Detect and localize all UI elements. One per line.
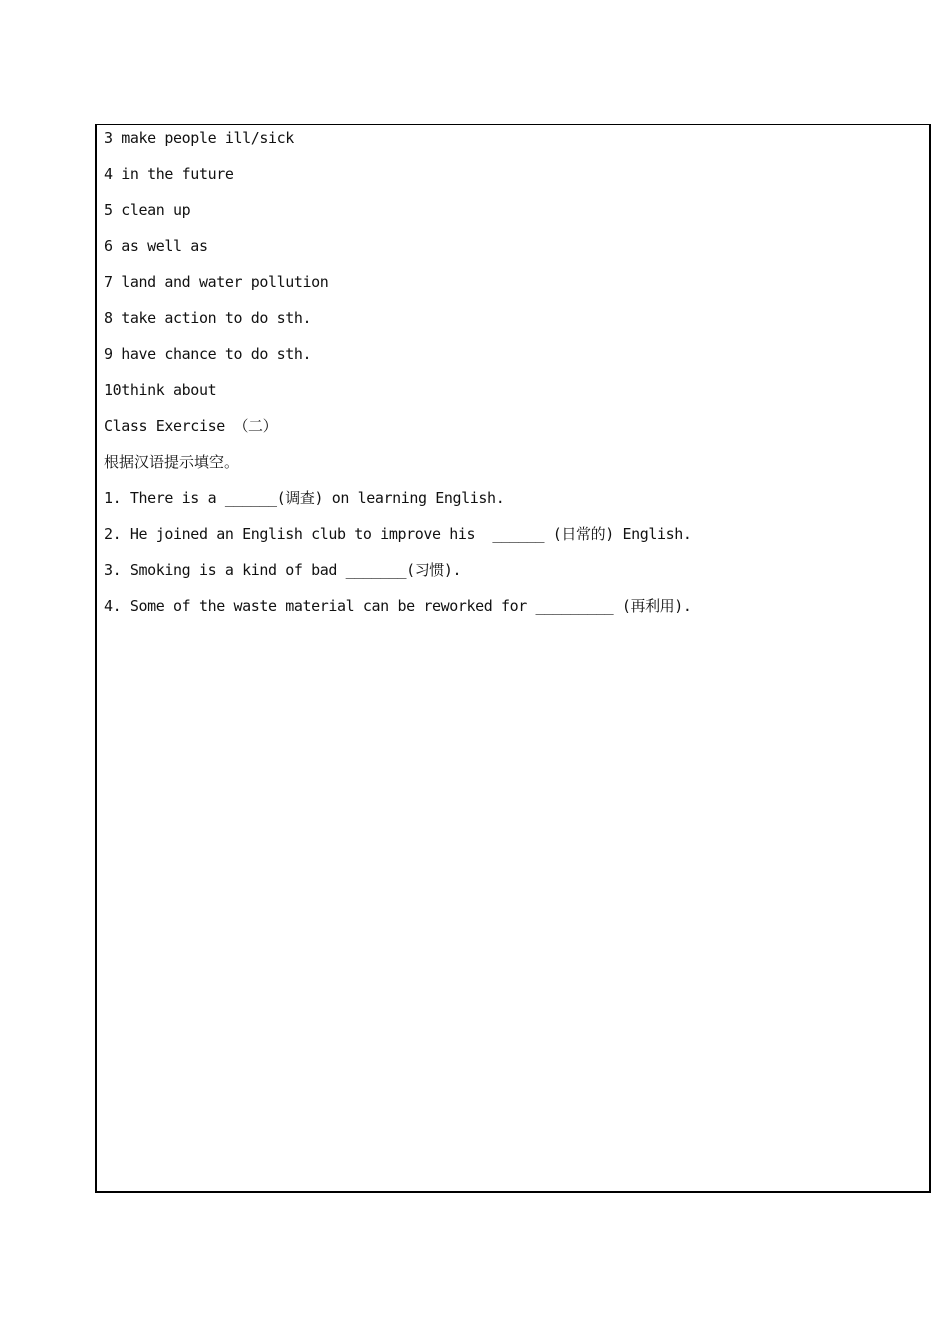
phrase-item-8: 8 take action to do sth. xyxy=(104,309,312,327)
exercise-item-4: 4. Some of the waste material can be reworked for _________ (再利用). xyxy=(104,597,692,615)
exercise-item-2: 2. He joined an English club to improve his ______ (日常的) English. xyxy=(104,525,692,543)
phrase-item-5: 5 clean up xyxy=(104,201,191,219)
phrase-item-9: 9 have chance to do sth. xyxy=(104,345,312,363)
section-heading: Class Exercise （二） xyxy=(104,417,278,435)
exercise-item-3: 3. Smoking is a kind of bad _______(习惯). xyxy=(104,561,462,579)
phrase-item-10: 10think about xyxy=(104,381,217,399)
phrase-item-4: 4 in the future xyxy=(104,165,234,183)
phrase-item-7: 7 land and water pollution xyxy=(104,273,329,291)
phrase-item-6: 6 as well as xyxy=(104,237,208,255)
phrase-item-3: 3 make people ill/sick xyxy=(104,129,294,147)
document-content xyxy=(104,126,924,630)
section-instruction: 根据汉语提示填空。 xyxy=(104,453,240,471)
exercise-item-1: 1. There is a ______(调查) on learning English. xyxy=(104,489,505,507)
